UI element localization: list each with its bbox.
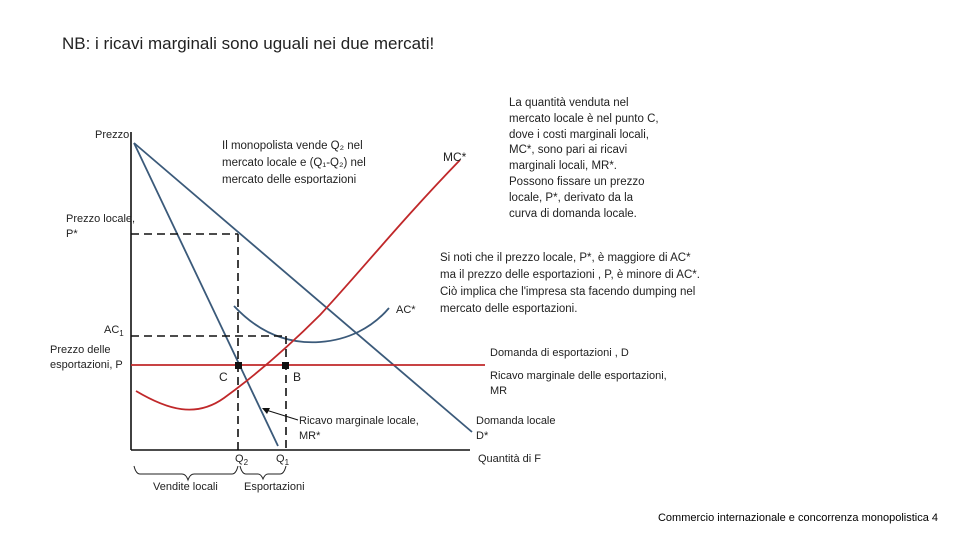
- point-c-label: C: [219, 370, 228, 384]
- q2-label: $Q_2$: [235, 453, 249, 468]
- local-demand-label: Domanda locale D*: [476, 415, 556, 442]
- mr-arrow: [266, 410, 298, 420]
- export-demand-label: Domanda di esportazioni , D: [490, 347, 629, 359]
- local-sales-brace: [134, 466, 238, 480]
- slide-footer: Commercio internazionale e concorrenza monopolistica 4: [657, 512, 938, 524]
- price-local-label: Prezzo locale, P*: [66, 213, 136, 240]
- quantity-note: La quantità venduta nel mercato locale è nel punto C, dove i costi marginali locali, MC*, sono pari ai ricavi marginali locali, MR*. Possono fissare un prezzo locale, P*, derivato da la curva di domanda locale.: [509, 97, 659, 220]
- price-export-label: Prezzo delle esportazioni, P: [50, 344, 123, 371]
- export-mr-label: Ricavo marginale delle esportazioni, MR: [490, 370, 667, 397]
- slide-title: NB: i ricavi marginali sono uguali nei due mercati!: [62, 34, 435, 53]
- point-b-marker: [282, 362, 289, 369]
- point-c-marker: [235, 362, 242, 369]
- local-mr-label: Ricavo marginale locale, MR*: [299, 415, 419, 442]
- local-demand-curve: [134, 143, 472, 432]
- mc-label: MC*: [443, 150, 467, 164]
- exports-label: Esportazioni: [244, 481, 305, 493]
- monopolist-note: Il monopolista vende Q₂ nel mercato locale e (Q₁-Q₂) nel mercato delle esportazioni: [222, 140, 366, 184]
- local-sales-label: Vendite locali: [153, 481, 218, 493]
- ac1-label: $AC_1$: [104, 324, 124, 339]
- point-b-label: B: [293, 370, 302, 384]
- q1-label: $Q_1$: [276, 453, 290, 468]
- y-axis-label: Prezzo: [95, 129, 130, 141]
- ac-label: AC*: [396, 304, 416, 316]
- dumping-note: Si noti che il prezzo locale, P*, è maggiore di AC* ma il prezzo delle esportazioni , P, è minore di AC*. Ciò implica che l'impresa sta facendo dumping nel mercato delle esportazioni.: [440, 252, 700, 315]
- x-axis-label: Quantità di F: [478, 453, 541, 465]
